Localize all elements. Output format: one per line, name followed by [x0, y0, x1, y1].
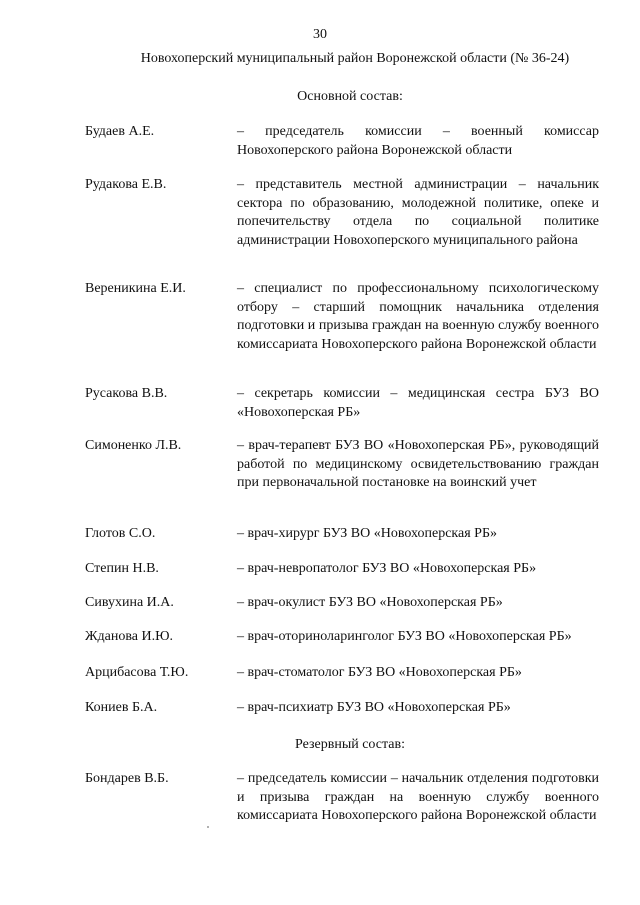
member-name: Глотов С.О. — [85, 526, 156, 541]
member-name: Жданова И.Ю. — [85, 629, 174, 644]
member-name: Рудакова Е.В. — [85, 177, 167, 192]
member-name: Степин Н.В. — [85, 561, 159, 576]
member-role: – секретарь комиссии – медицинская сестра БУЗ ВО «Новохоперская РБ» — [237, 386, 599, 420]
member-name: Будаев А.Е. — [85, 124, 155, 139]
member-role: – врач-оториноларинголог БУЗ ВО «Новохоперская РБ» — [237, 629, 572, 644]
page-number: 30 — [313, 27, 327, 42]
member-name: Арцибасова Т.Ю. — [85, 665, 189, 680]
scan-speck — [207, 826, 209, 828]
main-composition-heading: Основной состав: — [297, 89, 403, 104]
member-name: Кониев Б.А. — [85, 700, 158, 715]
member-name: Бондарев В.Б. — [85, 771, 169, 786]
member-role: – врач-терапевт БУЗ ВО «Новохоперская РБ», руководящий работой по медицинскому освидетельствованию граждан при первоначальной постановке на воинский учет — [237, 438, 599, 490]
member-role: – врач-стоматолог БУЗ ВО «Новохоперская РБ» — [237, 665, 522, 680]
member-role: – председатель комиссии – военный комиссар Новохоперского района Воронежской области — [237, 124, 599, 158]
member-role: – врач-невропатолог БУЗ ВО «Новохоперская РБ» — [237, 561, 537, 576]
member-role: – председатель комиссии – начальник отделения подготовки и призыва граждан на военную службу военного комиссариата Новохоперского района Воронежской области — [237, 771, 599, 823]
member-name: Русакова В.В. — [85, 386, 168, 401]
page-title: Новохоперский муниципальный район Воронежской области (№ 36-24) — [140, 51, 570, 66]
member-name: Вереникина Е.И. — [85, 281, 186, 296]
member-role: – врач-окулист БУЗ ВО «Новохоперская РБ» — [237, 595, 503, 610]
member-name: Сивухина И.А. — [85, 595, 174, 610]
member-name: Симоненко Л.В. — [85, 438, 182, 453]
member-role: – специалист по профессиональному психологическому отбору – старший помощник начальника отделения подготовки и призыва граждан на военную службу военного комиссариата Новохоперского района Воронежской области — [237, 281, 599, 352]
member-role: – врач-психиатр БУЗ ВО «Новохоперская РБ» — [237, 700, 511, 715]
member-role: – врач-хирург БУЗ ВО «Новохоперская РБ» — [237, 526, 497, 541]
reserve-composition-heading: Резервный состав: — [294, 737, 405, 752]
member-role: – представитель местной администрации – начальник сектора по образованию, молодежной политике, опеке и попечительству отдела по социальной политике администрации Новохоперского муниципального района — [237, 177, 599, 248]
